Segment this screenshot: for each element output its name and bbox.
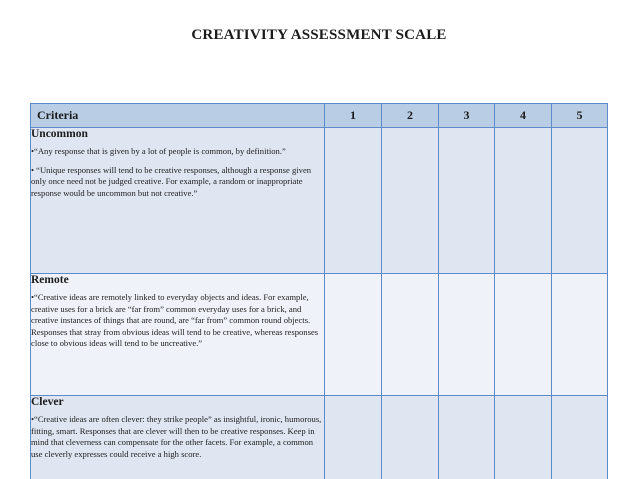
score-cell-uncommon-4[interactable] xyxy=(495,128,552,274)
criteria-description: •“Creative ideas are often clever: they strike people” as insightful, ironic, humorous, fitting, smart. Responses that are clever will then to be creative responses. Keep in mind that cleverness can compensate for the other facets. For example, a common use cleverly expresses could receive a high score. xyxy=(31,414,322,459)
score-cell-remote-5[interactable] xyxy=(552,274,608,396)
score-header-2: 2 xyxy=(382,104,439,128)
score-cell-remote-2[interactable] xyxy=(382,274,439,396)
criteria-description: •“Any response that is given by a lot of people is common, by definition.” xyxy=(31,146,286,156)
score-cell-uncommon-3[interactable] xyxy=(439,128,495,274)
page-title: CREATIVITY ASSESSMENT SCALE xyxy=(191,27,447,43)
score-cell-remote-1[interactable] xyxy=(325,274,382,396)
criteria-row-clever xyxy=(31,396,608,479)
score-header-1: 1 xyxy=(325,104,382,128)
score-cell-remote-4[interactable] xyxy=(495,274,552,396)
score-cell-remote-3[interactable] xyxy=(439,274,495,396)
score-header-3: 3 xyxy=(439,104,495,128)
score-cell-clever-2[interactable] xyxy=(382,396,439,479)
criteria-row-uncommon xyxy=(31,128,608,274)
assessment-table xyxy=(30,103,608,479)
criteria-cell xyxy=(31,274,325,396)
criteria-description: •“Creative ideas are remotely linked to everyday objects and ideas. For example, creative uses for a brick are “far from” common everyday uses for a brick, and creative instances of things that are round, are “far from” common round objects. Responses that stray from obvious ideas will tend to be creative, whereas responses close to obvious ideas will tend to be uncreative.” xyxy=(31,292,319,349)
score-cell-clever-4[interactable] xyxy=(495,396,552,479)
header-row xyxy=(31,104,608,128)
criteria-name: Uncommon xyxy=(31,128,88,140)
score-cell-uncommon-1[interactable] xyxy=(325,128,382,274)
criteria-cell xyxy=(31,128,325,274)
score-cell-uncommon-5[interactable] xyxy=(552,128,608,274)
score-header-4: 4 xyxy=(495,104,552,128)
score-header-5: 5 xyxy=(552,104,608,128)
criteria-row-remote xyxy=(31,274,608,396)
score-cell-uncommon-2[interactable] xyxy=(382,128,439,274)
criteria-header: Criteria xyxy=(31,104,325,128)
criteria-name: Remote xyxy=(31,274,69,286)
score-cell-clever-5[interactable] xyxy=(552,396,608,479)
criteria-description: • “Unique responses will tend to be creative responses, although a response given only once need not be judged creative. For example, a random or inappropriate response would be uncommon but not creative.” xyxy=(31,164,312,198)
score-cell-clever-3[interactable] xyxy=(439,396,495,479)
score-cell-clever-1[interactable] xyxy=(325,396,382,479)
criteria-name: Clever xyxy=(31,396,64,408)
criteria-cell xyxy=(31,396,325,479)
